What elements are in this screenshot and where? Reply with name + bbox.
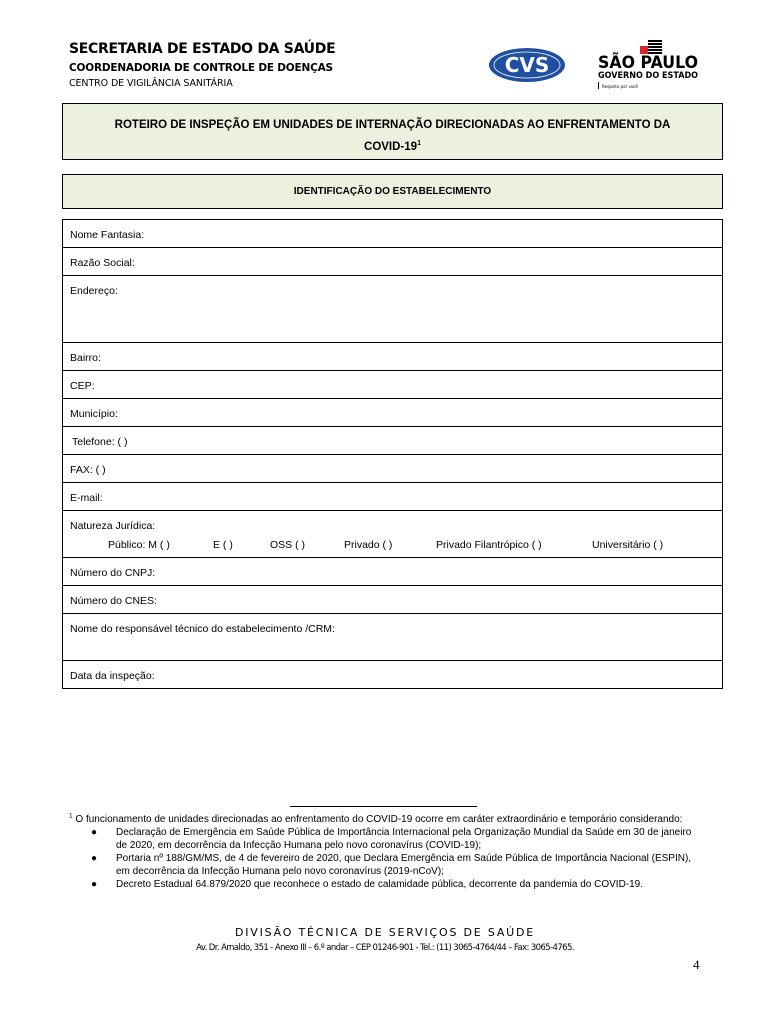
section-title-identificacao: IDENTIFICAÇÃO DO ESTABELECIMENTO [62,174,723,209]
label-bairro: Bairro: [70,352,101,364]
label-nome-fantasia: Nome Fantasia: [70,229,145,241]
option-privado[interactable]: Privado ( ) [344,539,393,551]
label-endereco: Endereço: [70,285,118,297]
sao-paulo-logo-line2: GOVERNO DO ESTADO [598,71,698,81]
footnote-item-text: Decreto Estadual 64.879/2020 que reconhece o estado de calamidade pública, decorrente da pandemia do COVID-19. [116,879,644,890]
footnote-item [89,878,705,891]
row-fax[interactable] [63,455,722,483]
footnote-list [89,826,705,891]
footnote-item-text: Declaração de Emergência em Saúde Pública de Importância Internacional pela Organização Mundial da Saúde em 30 de janeiro de 2020, em decorrência da Infecção Humana pelo novo coronavírus (COVID-19); [116,827,692,851]
label-natureza-juridica: Natureza Jurídica: [70,520,156,532]
row-telefone[interactable] [63,427,722,455]
document-title-box [62,103,723,160]
label-fax: FAX: ( ) [70,464,106,476]
option-universitario[interactable]: Universitário ( ) [592,539,664,551]
title-footnote-mark: 1 [417,140,421,148]
row-data-inspecao[interactable] [63,661,722,688]
option-oss[interactable]: OSS ( ) [270,539,306,551]
footer-address: Av. Dr. Arnaldo, 351 - Anexo III – 6.º andar – CEP 01246-901 - Tel.: (11) 3065-4764/44 – Fax: 3065-4765. [196,943,574,953]
header-subtitle-coordenadoria: COORDENADORIA DE CONTROLE DE DOENÇAS [69,62,333,74]
label-municipio: Município: [70,408,118,420]
label-cep: CEP: [70,380,95,392]
sao-paulo-logo [596,40,706,90]
footer-division: DIVISÃO TÉCNICA DE SERVIÇOS DE SAÚDE [234,926,536,939]
footnote-separator [290,806,477,807]
option-publico-municipal[interactable]: Público: M ( ) [108,539,170,551]
bullet-icon: ● [91,827,98,838]
cvs-logo [488,47,566,83]
footnote-item-text: Portaria nº 188/GM/MS, de 4 de fevereiro de 2020, que Declara Emergência em Saúde Pública de Importância Nacional (ESPIN), em decorrência da Infecção Humana pelo novo coronavírus (2019-nCoV); [116,853,692,877]
label-cnpj: Número do CNPJ: [70,567,156,579]
bullet-icon: ● [91,853,98,864]
footnote [69,813,705,891]
sao-paulo-logo-line1: SÃO PAULO [598,53,706,73]
footnote-mark: 1 [69,812,73,820]
row-cnpj[interactable] [63,558,722,586]
page-number: 4 [693,957,700,972]
bullet-icon: ● [91,879,98,890]
option-estadual[interactable]: E ( ) [213,539,233,551]
identification-form [62,219,723,689]
footnote-intro-text: O funcionamento de unidades direcionadas ao enfrentamento do COVID-19 ocorre em caráter extraordinário e temporário considerando: [75,814,683,825]
label-responsavel-tecnico: Nome do responsável técnico do estabelecimento /CRM: [70,623,335,635]
row-nome-fantasia[interactable] [63,220,722,248]
document-title-line2 [63,136,722,158]
flag-icon [640,40,662,54]
header-subtitle-centro: CENTRO DE VIGILÂNCIA SANITÁRIA [69,78,233,89]
header-title: SECRETARIA DE ESTADO DA SAÚDE [69,41,336,57]
footnote-item [89,826,705,852]
row-responsavel-tecnico[interactable] [63,614,722,661]
row-cnes[interactable] [63,586,722,614]
label-cnes: Número do CNES: [70,595,157,607]
row-razao-social[interactable] [63,248,722,276]
cvs-logo-text: CVS [504,53,550,77]
document-title-line1: ROTEIRO DE INSPEÇÃO EM UNIDADES DE INTERNAÇÃO DIRECIONADAS AO ENFRENTAMENTO DA [114,119,671,131]
footnote-intro [69,813,705,826]
document-title-covid: COVID-19 [364,141,418,153]
label-data-inspecao: Data da inspeção: [70,670,155,682]
row-cep[interactable] [63,371,722,399]
label-razao-social: Razão Social: [70,257,135,269]
footnote-item [89,852,705,878]
sao-paulo-logo-tagline: Respeito por você [602,84,638,89]
option-privado-filantropico[interactable]: Privado Filantrópico ( ) [436,539,542,551]
label-telefone: Telefone: ( ) [72,436,128,448]
row-endereco[interactable] [63,276,722,343]
row-bairro[interactable] [63,343,722,371]
row-municipio[interactable] [63,399,722,427]
row-email[interactable] [63,483,722,511]
label-email: E-mail: [70,492,103,504]
